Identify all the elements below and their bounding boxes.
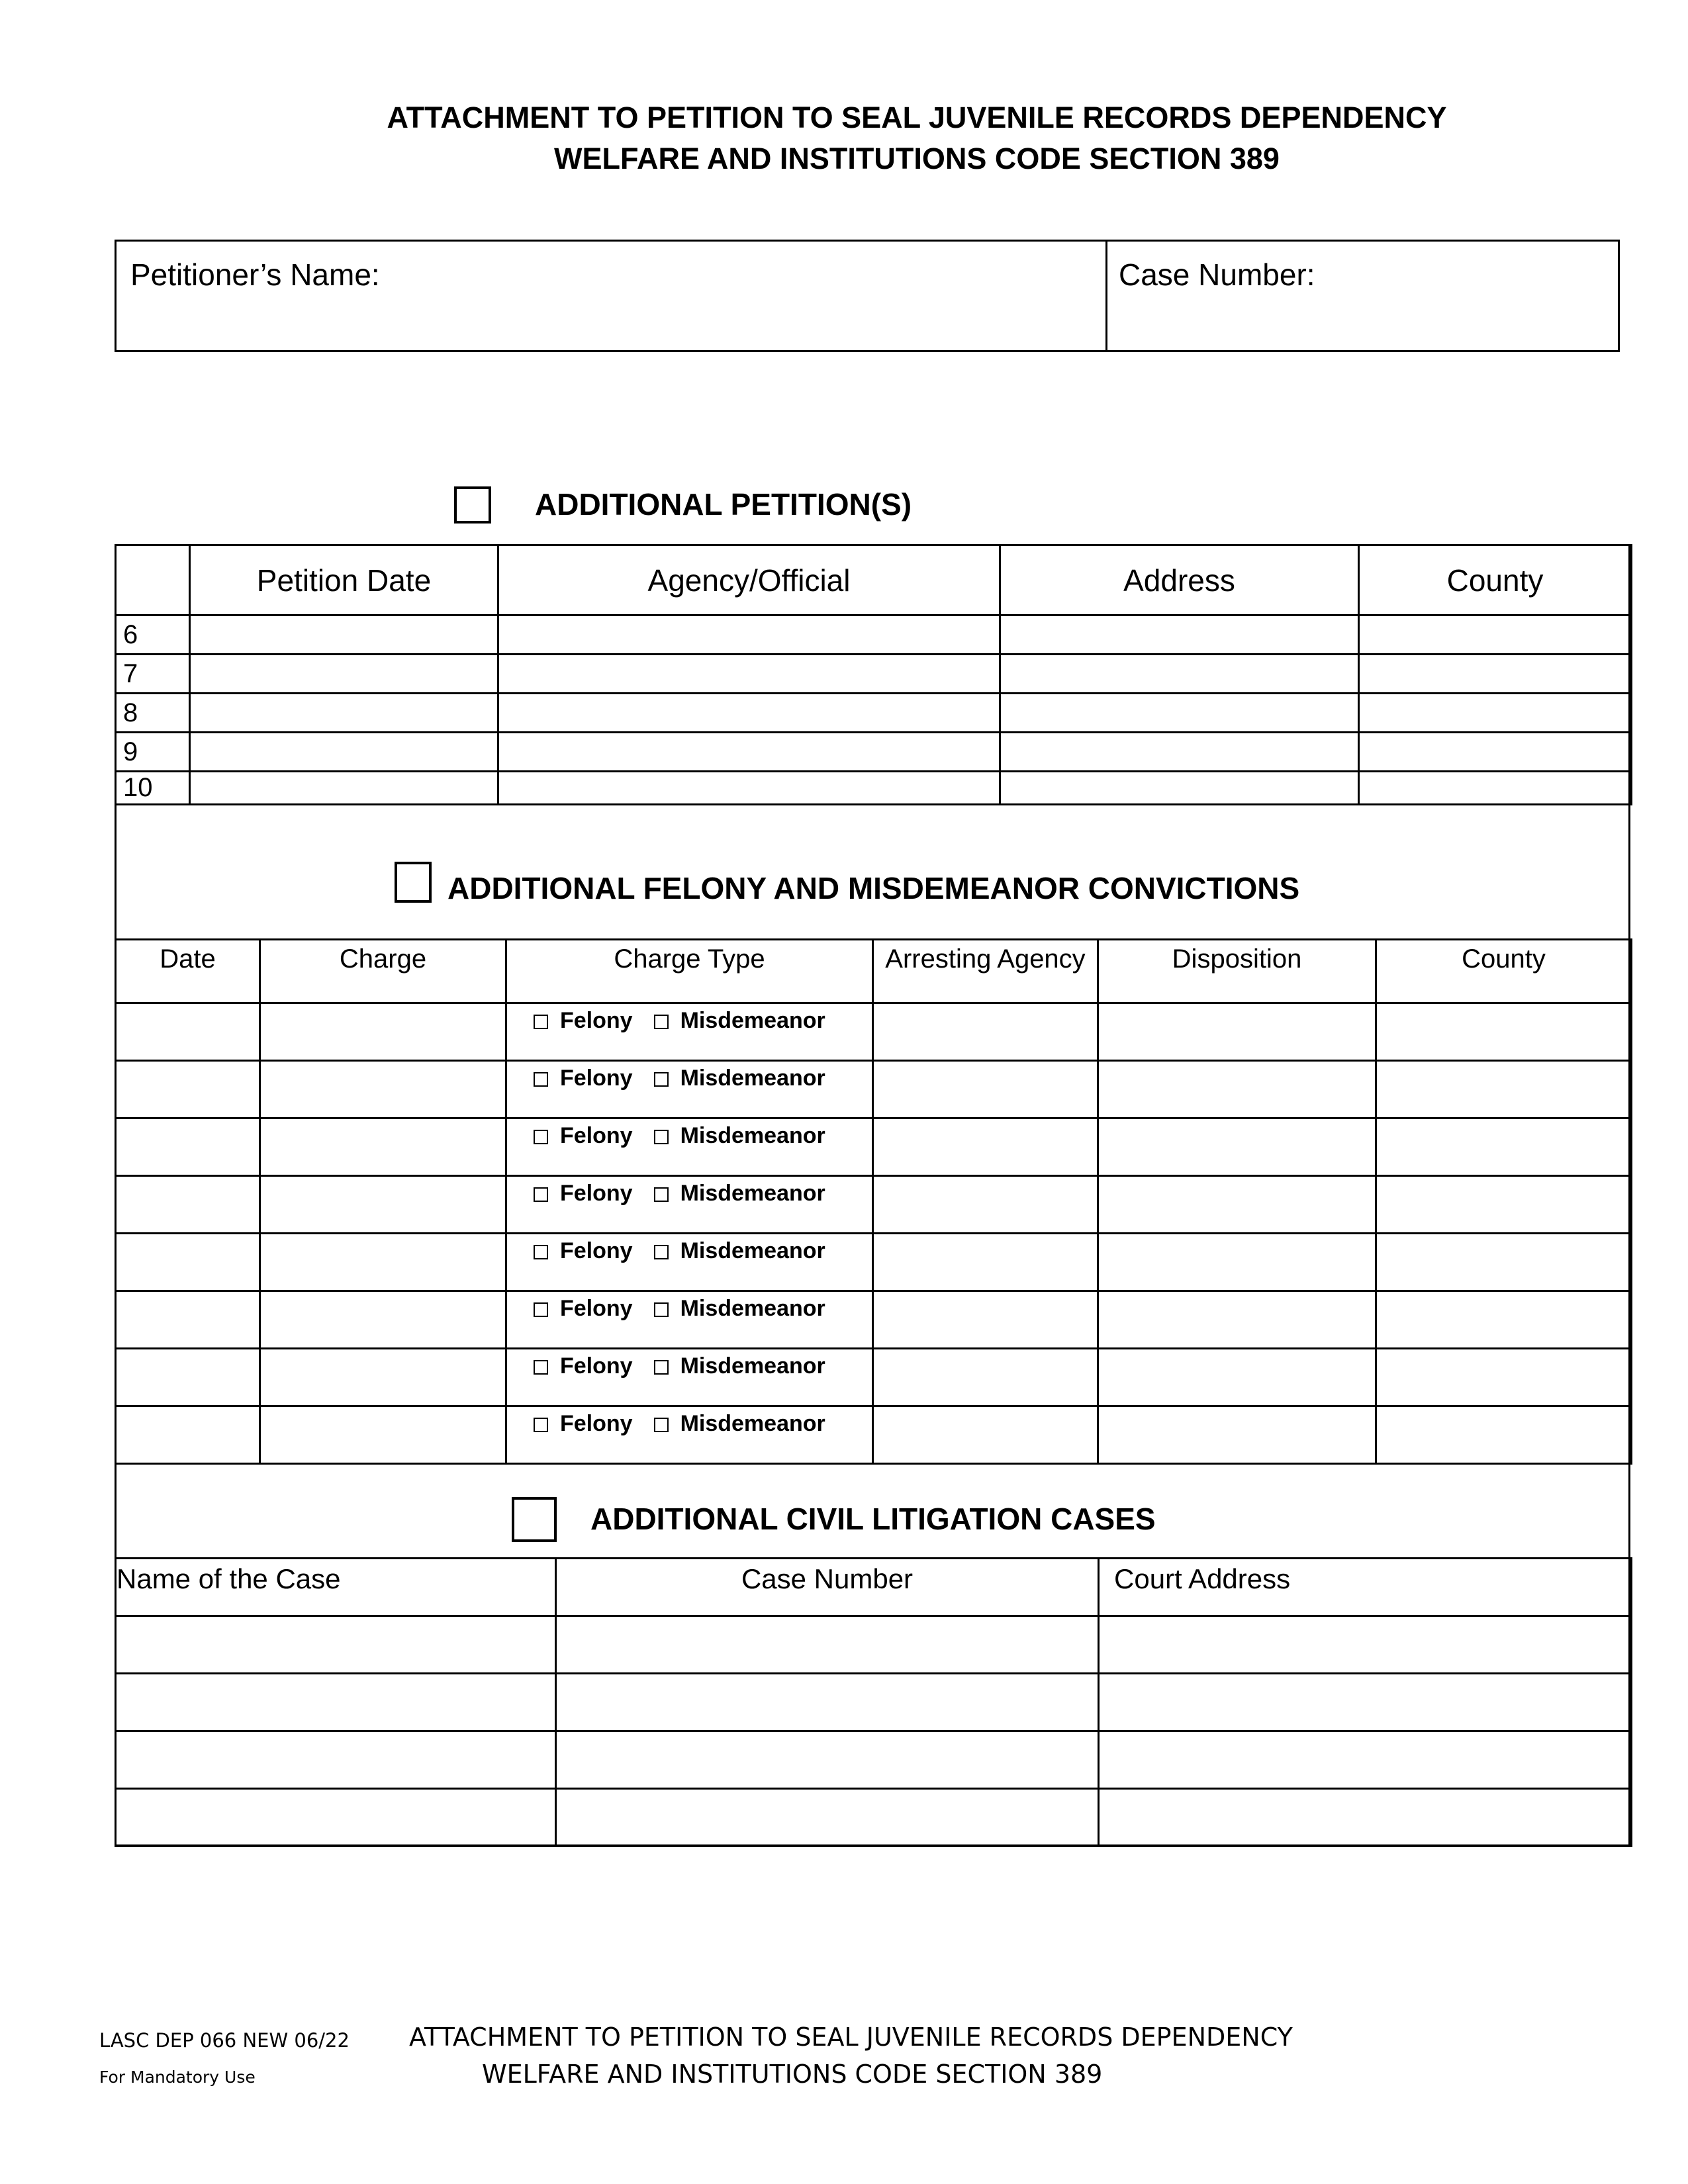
- additional-civil-cases-checkbox[interactable]: [512, 1497, 557, 1542]
- date-cell[interactable]: [116, 1118, 260, 1176]
- charge-type-cell: [506, 1003, 873, 1061]
- table-row: [116, 1349, 1632, 1406]
- charge-cell[interactable]: [260, 1176, 506, 1234]
- table-row: [116, 1003, 1632, 1061]
- civil-cases-table: [115, 1557, 1632, 1847]
- convictions-header-charge-type: Charge Type: [506, 940, 873, 1003]
- charge-type-cell: [506, 1291, 873, 1349]
- charge-cell[interactable]: [260, 1349, 506, 1406]
- additional-convictions-checkbox[interactable]: [395, 862, 432, 903]
- felony-checkbox[interactable]: [534, 1130, 548, 1144]
- court-address-cell[interactable]: [1099, 1731, 1632, 1789]
- disposition-cell[interactable]: [1098, 1003, 1376, 1061]
- case-number-cell[interactable]: [556, 1731, 1099, 1789]
- case-number-cell[interactable]: [556, 1674, 1099, 1731]
- date-cell[interactable]: [116, 1291, 260, 1349]
- case-number-label: Case Number:: [1119, 257, 1315, 292]
- petitions-corner-cell: [116, 545, 190, 615]
- misdemeanor-label: Misdemeanor: [680, 1353, 825, 1379]
- row-number: 9: [116, 733, 190, 772]
- misdemeanor-checkbox[interactable]: [654, 1130, 669, 1144]
- county-cell[interactable]: [1376, 1061, 1632, 1118]
- misdemeanor-label: Misdemeanor: [680, 1181, 825, 1206]
- additional-petitions-checkbox[interactable]: [454, 486, 491, 523]
- date-cell[interactable]: [116, 1234, 260, 1291]
- case-name-cell[interactable]: [116, 1731, 556, 1789]
- arresting-agency-cell[interactable]: [873, 1291, 1098, 1349]
- county-cell[interactable]: [1359, 615, 1632, 655]
- address-cell[interactable]: [1000, 772, 1359, 805]
- charge-type-cell: [506, 1061, 873, 1118]
- court-address-cell[interactable]: [1099, 1674, 1632, 1731]
- misdemeanor-label: Misdemeanor: [680, 1066, 825, 1091]
- misdemeanor-checkbox[interactable]: [654, 1015, 669, 1029]
- county-cell[interactable]: [1376, 1118, 1632, 1176]
- petition-date-cell[interactable]: [190, 655, 498, 694]
- felony-label: Felony: [560, 1353, 633, 1379]
- charge-cell[interactable]: [260, 1234, 506, 1291]
- arresting-agency-cell[interactable]: [873, 1003, 1098, 1061]
- county-cell[interactable]: [1359, 655, 1632, 694]
- disposition-cell[interactable]: [1098, 1061, 1376, 1118]
- county-cell[interactable]: [1359, 694, 1632, 733]
- convictions-header-date: Date: [116, 940, 260, 1003]
- agency-cell[interactable]: [498, 694, 1000, 733]
- footer-usage: For Mandatory Use: [99, 2068, 256, 2087]
- felony-checkbox[interactable]: [534, 1360, 548, 1375]
- county-cell[interactable]: [1359, 733, 1632, 772]
- court-address-cell[interactable]: [1099, 1616, 1632, 1674]
- convictions-header-county: County: [1376, 940, 1632, 1003]
- disposition-cell[interactable]: [1098, 1291, 1376, 1349]
- convictions-header-disposition: Disposition: [1098, 940, 1376, 1003]
- address-cell[interactable]: [1000, 655, 1359, 694]
- table-row: [116, 694, 1632, 733]
- date-cell[interactable]: [116, 1349, 260, 1406]
- felony-checkbox[interactable]: [534, 1187, 548, 1202]
- address-cell[interactable]: [1000, 694, 1359, 733]
- county-cell[interactable]: [1376, 1176, 1632, 1234]
- disposition-cell[interactable]: [1098, 1234, 1376, 1291]
- table-row: [116, 772, 1632, 805]
- county-cell[interactable]: [1359, 772, 1632, 805]
- court-address-cell[interactable]: [1099, 1789, 1632, 1846]
- misdemeanor-checkbox[interactable]: [654, 1245, 669, 1259]
- date-cell[interactable]: [116, 1061, 260, 1118]
- county-cell[interactable]: [1376, 1234, 1632, 1291]
- address-cell[interactable]: [1000, 615, 1359, 655]
- arresting-agency-cell[interactable]: [873, 1406, 1098, 1464]
- convictions-header-arresting-agency: Arresting Agency: [873, 940, 1098, 1003]
- misdemeanor-checkbox[interactable]: [654, 1418, 669, 1432]
- petitions-header-address: Address: [1000, 545, 1359, 615]
- row-number: 6: [116, 615, 190, 655]
- felony-checkbox[interactable]: [534, 1072, 548, 1087]
- additional-civil-cases-title: ADDITIONAL CIVIL LITIGATION CASES: [590, 1502, 1156, 1536]
- row-number: 8: [116, 694, 190, 733]
- felony-checkbox[interactable]: [534, 1015, 548, 1029]
- felony-label: Felony: [560, 1066, 633, 1091]
- charge-type-cell: [506, 1234, 873, 1291]
- petitions-header-petition-date: Petition Date: [190, 545, 498, 615]
- row-number: 10: [116, 772, 190, 805]
- disposition-cell[interactable]: [1098, 1406, 1376, 1464]
- arresting-agency-cell[interactable]: [873, 1118, 1098, 1176]
- arresting-agency-cell[interactable]: [873, 1176, 1098, 1234]
- additional-convictions-title: ADDITIONAL FELONY AND MISDEMEANOR CONVICTIONS: [447, 871, 1300, 905]
- county-cell[interactable]: [1376, 1003, 1632, 1061]
- county-cell[interactable]: [1376, 1406, 1632, 1464]
- convictions-header-charge: Charge: [260, 940, 506, 1003]
- table-row: [116, 1291, 1632, 1349]
- arresting-agency-cell[interactable]: [873, 1234, 1098, 1291]
- agency-cell[interactable]: [498, 655, 1000, 694]
- county-cell[interactable]: [1376, 1291, 1632, 1349]
- petitioner-name-label: Petitioner’s Name:: [130, 257, 380, 292]
- charge-type-cell: [506, 1349, 873, 1406]
- footer-title-line-1: ATTACHMENT TO PETITION TO SEAL JUVENILE RECORDS DEPENDENCY: [409, 2023, 1293, 2052]
- table-row: [116, 1789, 1632, 1846]
- charge-type-cell: [506, 1406, 873, 1464]
- agency-cell[interactable]: [498, 772, 1000, 805]
- table-row: [116, 1616, 1632, 1674]
- table-row: [116, 1731, 1632, 1789]
- table-row: [116, 1061, 1632, 1118]
- civil-header-court-address: Court Address: [1099, 1559, 1632, 1616]
- petition-date-cell[interactable]: [190, 772, 498, 805]
- case-number-cell[interactable]: [556, 1616, 1099, 1674]
- county-cell[interactable]: [1376, 1349, 1632, 1406]
- civil-header-case-number: Case Number: [556, 1559, 1099, 1616]
- petitioner-name-field[interactable]: [117, 291, 1103, 349]
- misdemeanor-label: Misdemeanor: [680, 1008, 825, 1033]
- convictions-table: [115, 938, 1632, 1465]
- petition-date-cell[interactable]: [190, 615, 498, 655]
- felony-label: Felony: [560, 1123, 633, 1148]
- table-row: [116, 615, 1632, 655]
- agency-cell[interactable]: [498, 733, 1000, 772]
- table-row: [116, 1234, 1632, 1291]
- charge-cell[interactable]: [260, 1061, 506, 1118]
- felony-label: Felony: [560, 1238, 633, 1263]
- felony-checkbox[interactable]: [534, 1418, 548, 1432]
- disposition-cell[interactable]: [1098, 1349, 1376, 1406]
- misdemeanor-label: Misdemeanor: [680, 1238, 825, 1263]
- misdemeanor-checkbox[interactable]: [654, 1302, 669, 1317]
- charge-cell[interactable]: [260, 1291, 506, 1349]
- felony-label: Felony: [560, 1181, 633, 1206]
- case-number-divider: [1105, 240, 1107, 352]
- charge-cell[interactable]: [260, 1003, 506, 1061]
- additional-petitions-title: ADDITIONAL PETITION(S): [535, 487, 912, 522]
- disposition-cell[interactable]: [1098, 1118, 1376, 1176]
- footer-form-id: LASC DEP 066 NEW 06/22: [99, 2029, 350, 2052]
- felony-label: Felony: [560, 1008, 633, 1033]
- misdemeanor-checkbox[interactable]: [654, 1072, 669, 1087]
- case-number-cell[interactable]: [556, 1789, 1099, 1846]
- table-row: [116, 1406, 1632, 1464]
- arresting-agency-cell[interactable]: [873, 1061, 1098, 1118]
- misdemeanor-label: Misdemeanor: [680, 1296, 825, 1321]
- felony-label: Felony: [560, 1296, 633, 1321]
- misdemeanor-checkbox[interactable]: [654, 1187, 669, 1202]
- date-cell[interactable]: [116, 1176, 260, 1234]
- table-row: [116, 1674, 1632, 1731]
- petition-date-cell[interactable]: [190, 733, 498, 772]
- agency-cell[interactable]: [498, 615, 1000, 655]
- date-cell[interactable]: [116, 1003, 260, 1061]
- petitions-header-agency: Agency/Official: [498, 545, 1000, 615]
- case-name-cell[interactable]: [116, 1789, 556, 1846]
- case-name-cell[interactable]: [116, 1616, 556, 1674]
- page-title-line-2: WELFARE AND INSTITUTIONS CODE SECTION 389: [554, 142, 1280, 175]
- petition-date-cell[interactable]: [190, 694, 498, 733]
- table-row: [116, 655, 1632, 694]
- charge-type-cell: [506, 1176, 873, 1234]
- charge-cell[interactable]: [260, 1406, 506, 1464]
- misdemeanor-checkbox[interactable]: [654, 1360, 669, 1375]
- table-row: [116, 1176, 1632, 1234]
- civil-header-case-name: Name of the Case: [116, 1559, 556, 1616]
- felony-label: Felony: [560, 1411, 633, 1436]
- charge-cell[interactable]: [260, 1118, 506, 1176]
- petitions-table: [115, 544, 1632, 805]
- charge-type-cell: [506, 1118, 873, 1176]
- case-name-cell[interactable]: [116, 1674, 556, 1731]
- case-number-field[interactable]: [1109, 291, 1618, 349]
- felony-checkbox[interactable]: [534, 1302, 548, 1317]
- date-cell[interactable]: [116, 1406, 260, 1464]
- misdemeanor-label: Misdemeanor: [680, 1411, 825, 1436]
- page-title-line-1: ATTACHMENT TO PETITION TO SEAL JUVENILE RECORDS DEPENDENCY: [387, 101, 1447, 134]
- row-number: 7: [116, 655, 190, 694]
- felony-checkbox[interactable]: [534, 1245, 548, 1259]
- petitions-header-county: County: [1359, 545, 1632, 615]
- arresting-agency-cell[interactable]: [873, 1349, 1098, 1406]
- address-cell[interactable]: [1000, 733, 1359, 772]
- table-row: [116, 1118, 1632, 1176]
- footer-title-line-2: WELFARE AND INSTITUTIONS CODE SECTION 389: [482, 2060, 1103, 2089]
- misdemeanor-label: Misdemeanor: [680, 1123, 825, 1148]
- table-row: [116, 733, 1632, 772]
- disposition-cell[interactable]: [1098, 1176, 1376, 1234]
